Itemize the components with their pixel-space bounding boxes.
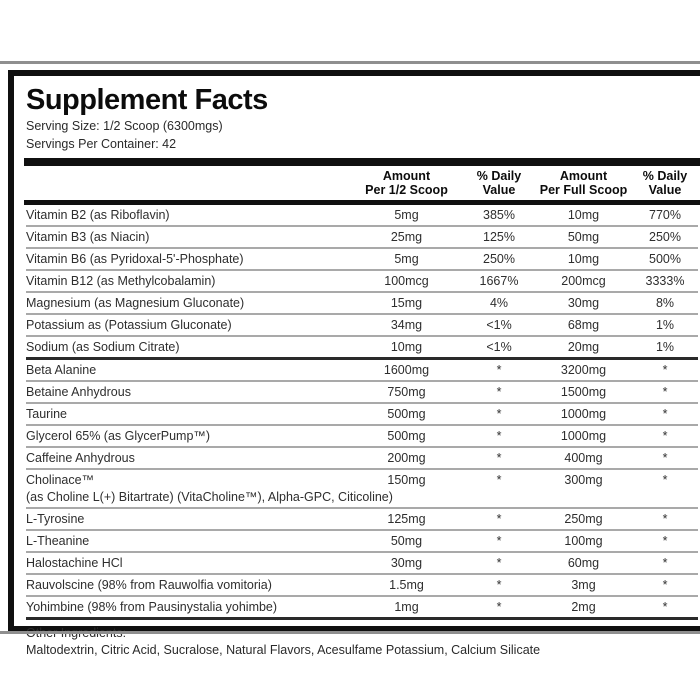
ingredient-name: Vitamin B12 (as Methylcobalamin) (26, 274, 216, 288)
dv-full-value: 1% (655, 318, 675, 332)
column-header-amount-half (350, 169, 463, 197)
amount-full-value: 1000mg (560, 429, 607, 443)
column-header-line: Value (482, 183, 516, 197)
table-row (26, 597, 698, 620)
other-ingredients-section (26, 620, 698, 659)
amount-half-value: 5mg (394, 252, 419, 266)
column-header-amount-full (535, 169, 632, 197)
dv-full-value: * (662, 385, 668, 399)
dv-full-value: 3333% (645, 274, 685, 288)
amount-half-value: 15mg (390, 296, 423, 310)
ingredient-name: Vitamin B2 (as Riboflavin) (26, 208, 170, 222)
dv-full-value: * (662, 556, 668, 570)
dv-full-value: 1% (655, 340, 675, 354)
ingredient-name: Rauvolscine (98% from Rauwolfia vomitoria) (26, 578, 272, 592)
ingredient-name: Yohimbine (98% from Pausinystalia yohimbe) (26, 600, 278, 614)
amount-half-value: 25mg (390, 230, 423, 244)
dv-half-value: <1% (486, 340, 512, 354)
ingredient-name: Halostachine HCl (26, 556, 123, 570)
amount-half-value: 500mg (387, 407, 426, 421)
table-row (26, 337, 698, 360)
table-row (26, 426, 698, 448)
dv-half-value: * (496, 556, 502, 570)
page-title: Supplement Facts (26, 84, 268, 116)
dv-half-value: * (496, 429, 502, 443)
dv-full-value: * (662, 451, 668, 465)
table-row (26, 382, 698, 404)
amount-half-value: 34mg (390, 318, 423, 332)
amount-full-value: 3200mg (560, 363, 607, 377)
dv-full-value: * (662, 407, 668, 421)
dv-half-value: * (496, 451, 502, 465)
amount-full-value: 3mg (571, 578, 596, 592)
table-row (26, 227, 698, 249)
thick-divider-bar (24, 158, 700, 166)
table-row (26, 470, 698, 490)
dv-full-value: 500% (649, 252, 681, 266)
dv-half-value: 125% (483, 230, 515, 244)
column-header-line: Value (648, 183, 682, 197)
amount-full-value: 300mg (564, 473, 603, 487)
table-row (26, 575, 698, 597)
table-row (26, 448, 698, 470)
amount-full-value: 400mg (564, 451, 603, 465)
amount-full-value: 1000mg (560, 407, 607, 421)
ingredient-table (26, 205, 698, 620)
amount-half-value: 30mg (390, 556, 423, 570)
amount-half-value: 1mg (394, 600, 419, 614)
table-row (26, 315, 698, 337)
ingredient-name: Cholinace™ (26, 473, 95, 487)
column-header-line: Per Full Scoop (539, 183, 628, 197)
dv-half-value: * (496, 534, 502, 548)
dv-half-value: * (496, 600, 502, 614)
ingredient-name: Vitamin B6 (as Pyridoxal-5'-Phosphate) (26, 252, 244, 266)
amount-half-value: 5mg (394, 208, 419, 222)
amount-full-value: 1500mg (560, 385, 607, 399)
dv-full-value: * (662, 473, 668, 487)
dv-full-value: * (662, 578, 668, 592)
table-row (26, 271, 698, 293)
amount-half-value: 500mg (387, 429, 426, 443)
ingredient-name: Sodium (as Sodium Citrate) (26, 340, 180, 354)
ingredient-name: Magnesium (as Magnesium Gluconate) (26, 296, 245, 310)
amount-half-value: 200mg (387, 451, 426, 465)
amount-full-value: 50mg (567, 230, 600, 244)
table-row (26, 249, 698, 271)
amount-half-value: 10mg (390, 340, 423, 354)
column-header-line: % Daily (476, 169, 522, 183)
ingredient-name: Potassium as (Potassium Gluconate) (26, 318, 232, 332)
table-row (26, 404, 698, 426)
other-ingredients-text: Maltodextrin, Citric Acid, Sucralose, Natural Flavors, Acesulfame Potassium, Calcium Silicate (26, 643, 541, 657)
amount-half-value: 100mcg (384, 274, 429, 288)
column-header-dv-half (463, 169, 535, 197)
dv-full-value: 8% (655, 296, 675, 310)
column-header-row (26, 169, 698, 197)
ingredient-name: L-Theanine (26, 534, 90, 548)
dv-full-value: * (662, 429, 668, 443)
dv-half-value: 385% (483, 208, 515, 222)
dv-half-value: <1% (486, 318, 512, 332)
amount-half-value: 750mg (387, 385, 426, 399)
amount-full-value: 10mg (567, 252, 600, 266)
dv-half-value: 250% (483, 252, 515, 266)
column-header-line: Amount (382, 169, 431, 183)
dv-full-value: * (662, 600, 668, 614)
amount-full-value: 10mg (567, 208, 600, 222)
dv-half-value: 4% (489, 296, 509, 310)
table-row (26, 360, 698, 382)
servings-per-container-text: Servings Per Container: 42 (26, 137, 177, 151)
dv-half-value: 1667% (479, 274, 519, 288)
column-header-line: % Daily (642, 169, 688, 183)
column-header-dv-full (632, 169, 698, 197)
amount-full-value: 30mg (567, 296, 600, 310)
amount-full-value: 68mg (567, 318, 600, 332)
amount-full-value: 200mcg (561, 274, 606, 288)
dv-half-value: * (496, 407, 502, 421)
table-row (26, 205, 698, 227)
dv-half-value: * (496, 578, 502, 592)
ingredient-name: Beta Alanine (26, 363, 97, 377)
dv-half-value: * (496, 363, 502, 377)
amount-half-value: 1.5mg (389, 578, 424, 592)
supplement-facts-panel (8, 70, 700, 657)
amount-full-value: 250mg (564, 512, 603, 526)
ingredient-name: Betaine Anhydrous (26, 385, 131, 399)
dv-half-value: * (496, 473, 502, 487)
amount-half-value: 150mg (387, 473, 426, 487)
ingredient-name: Taurine (26, 407, 67, 421)
table-row (26, 553, 698, 575)
column-header-spacer (26, 169, 350, 197)
serving-size-text: Serving Size: 1/2 Scoop (6300mgs) (26, 119, 223, 133)
dv-full-value: * (662, 534, 668, 548)
table-row (26, 509, 698, 531)
table-row (26, 293, 698, 315)
dv-half-value: * (496, 385, 502, 399)
column-header-line: Amount (559, 169, 608, 183)
ingredient-name: L-Tyrosine (26, 512, 85, 526)
ingredient-name: Vitamin B3 (as Niacin) (26, 230, 150, 244)
ingredient-subline: (as Choline L(+) Bitartrate) (VitaCholine™), Alpha-GPC, Citicoline) (26, 490, 698, 509)
table-row (26, 531, 698, 553)
amount-half-value: 125mg (387, 512, 426, 526)
dv-full-value: * (662, 512, 668, 526)
amount-full-value: 60mg (567, 556, 600, 570)
bottom-divider-line (0, 631, 700, 634)
top-divider-line (0, 61, 700, 64)
amount-full-value: 20mg (567, 340, 600, 354)
column-header-line: Per 1/2 Scoop (365, 183, 448, 197)
ingredient-name: Glycerol 65% (as GlycerPump™) (26, 429, 211, 443)
amount-half-value: 50mg (390, 534, 423, 548)
ingredient-name: Caffeine Anhydrous (26, 451, 135, 465)
dv-half-value: * (496, 512, 502, 526)
amount-full-value: 100mg (564, 534, 603, 548)
amount-full-value: 2mg (571, 600, 596, 614)
dv-full-value: 770% (649, 208, 681, 222)
dv-full-value: * (662, 363, 668, 377)
amount-half-value: 1600mg (383, 363, 430, 377)
dv-full-value: 250% (649, 230, 681, 244)
